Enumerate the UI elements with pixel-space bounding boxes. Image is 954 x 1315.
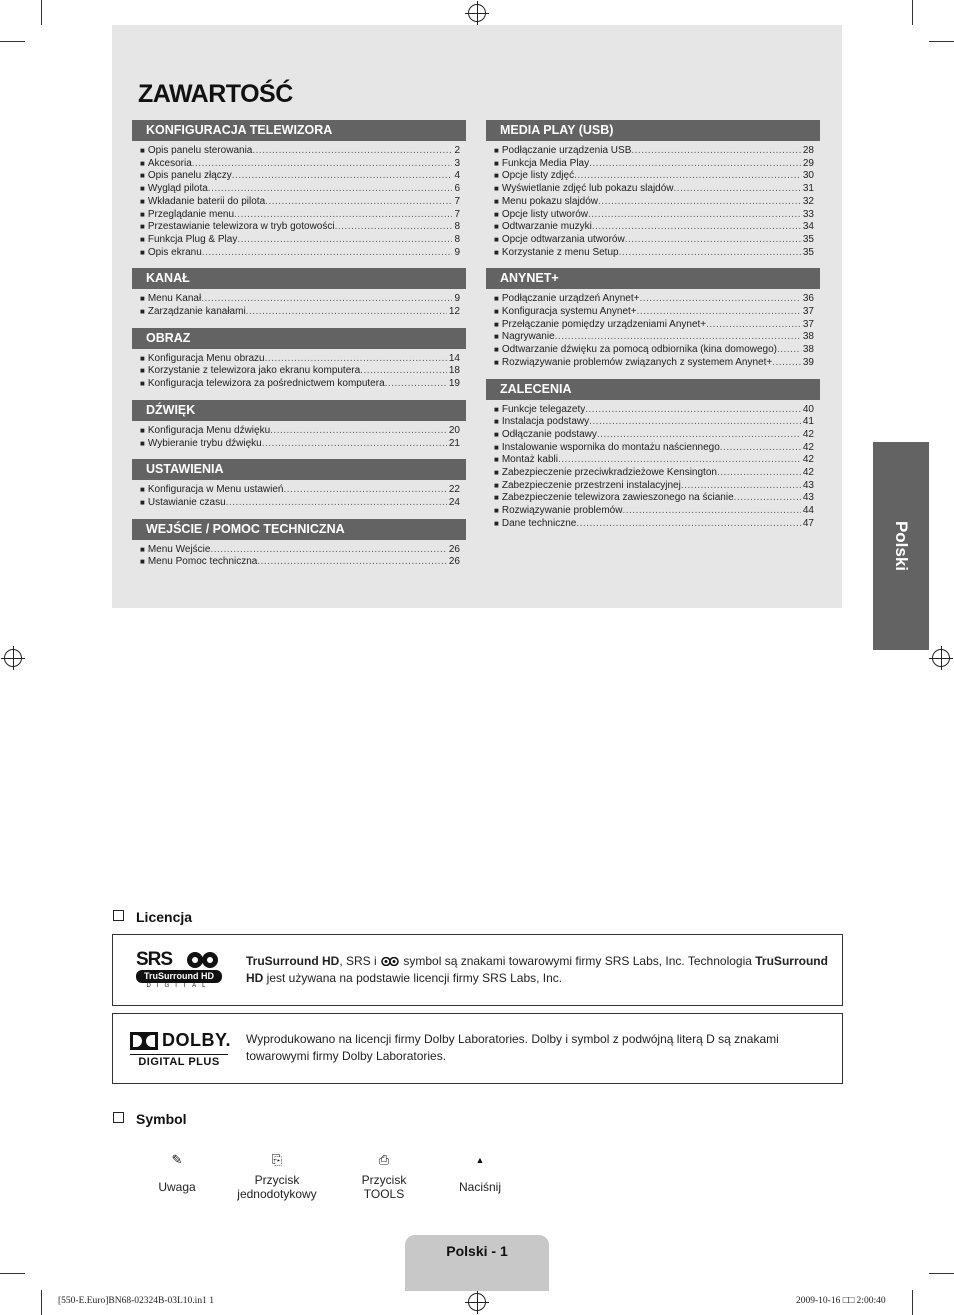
toc-entry-label: Konfiguracja telewizora za pośrednictwem komputera	[147, 378, 385, 390]
registration-mark-icon	[4, 649, 22, 667]
toc-entry-label: Zabezpieczenie przeciwkradzieżowe Kensington	[501, 467, 717, 479]
square-bullet-icon: ■	[140, 247, 145, 257]
toc-entry-label: Zabezpieczenie telewizora zawieszonego na ścianie	[501, 492, 734, 504]
toc-entry[interactable]	[140, 293, 460, 306]
dolby-license-box	[112, 1013, 843, 1084]
square-bullet-icon: ■	[494, 146, 499, 155]
dot-leader	[385, 378, 447, 391]
toc-entry[interactable]	[494, 170, 814, 183]
toc-entry[interactable]	[494, 442, 814, 455]
toc-entry-label: Opis panelu złączy	[147, 170, 232, 182]
toc-entry-label: Zabezpieczenie przestrzeni instalacyjnej	[501, 479, 681, 491]
square-bullet-icon: ■	[494, 209, 499, 219]
toc-entry-page: 42	[802, 467, 814, 479]
toc-entry-label: Instalacja podstawy	[501, 416, 590, 428]
toc-entry[interactable]	[140, 544, 460, 557]
dot-leader	[201, 293, 452, 306]
toc-entry[interactable]	[140, 425, 460, 438]
crop-mark	[0, 1273, 25, 1274]
press-icon: ▲	[475, 1155, 485, 1165]
dot-leader	[208, 183, 453, 196]
toc-entry-page: 42	[802, 441, 814, 453]
toc-entry-page: 7	[454, 208, 460, 220]
toc-entry[interactable]	[494, 221, 814, 234]
square-bullet-icon: ■	[140, 438, 145, 448]
square-bullet-icon: ■	[494, 468, 499, 478]
page-number-tab	[405, 1235, 549, 1291]
symbol-note: ✎ Uwaga	[137, 1152, 217, 1194]
toc-entry-label: Nagrywanie	[501, 331, 555, 343]
toc-entry-page: 3	[454, 157, 460, 169]
dot-leader	[574, 170, 801, 183]
square-bullet-icon: ■	[494, 222, 499, 232]
toc-entry[interactable]	[140, 438, 460, 451]
srs-circle-icon	[184, 951, 222, 969]
toc-entry[interactable]	[140, 170, 460, 183]
toc-entry-label: Odtwarzanie dźwięku za pomocą odbiornika (kina domowego)	[501, 344, 777, 356]
dot-leader	[777, 344, 801, 357]
toc-entry-label: Wybieranie trybu dźwięku	[147, 437, 262, 449]
dot-leader	[592, 221, 801, 234]
square-bullet-icon: ■	[140, 158, 145, 168]
dolby-logo: DOLBY. DIGITAL PLUS	[130, 1032, 230, 1068]
dot-leader	[619, 247, 801, 260]
square-bullet-icon: ■	[140, 307, 145, 317]
toc-entry-page: 30	[802, 170, 814, 182]
dot-leader	[576, 518, 801, 531]
crop-mark	[929, 41, 954, 42]
square-bullet-icon: ■	[140, 196, 145, 206]
checkbox-bullet-icon	[113, 1112, 124, 1123]
toc-section-heading: ZALECENIA	[486, 379, 820, 400]
square-bullet-icon: ■	[140, 353, 145, 363]
toc-entry-label: Menu Wejście	[147, 543, 211, 555]
dot-leader	[257, 556, 447, 569]
dot-leader	[234, 209, 452, 222]
license-heading: Licencja	[113, 909, 192, 925]
toc-entry-page: 2	[454, 145, 460, 156]
toc-entry[interactable]	[494, 404, 814, 417]
toc-entry[interactable]	[140, 209, 460, 222]
dot-leader	[585, 404, 801, 417]
dot-leader	[720, 442, 801, 455]
toc-section	[132, 519, 466, 569]
toc-entry[interactable]	[140, 183, 460, 196]
srs-license-box	[112, 934, 843, 1006]
toc-section	[132, 328, 466, 391]
toc-entry-label: Instalowanie wspornika do montażu naściennego	[501, 441, 720, 453]
toc-entry-page: 44	[802, 505, 814, 517]
dot-leader	[210, 544, 446, 557]
toc-entry[interactable]	[494, 518, 814, 531]
registration-mark-icon	[468, 4, 486, 22]
square-bullet-icon: ■	[140, 234, 145, 244]
toc-entry-page: 8	[454, 221, 460, 233]
square-bullet-icon: ■	[494, 307, 499, 317]
toc-entry[interactable]	[494, 183, 814, 196]
toc-entry-label: Podłączanie urządzeń Anynet+	[501, 293, 640, 305]
toc-entry-page: 9	[454, 293, 460, 305]
square-bullet-icon: ■	[494, 158, 499, 168]
dot-leader	[681, 480, 801, 493]
toc-entry-page: 39	[802, 356, 814, 368]
dot-leader	[639, 293, 800, 306]
toc-entry-label: Funkcja Plug & Play	[147, 233, 238, 245]
toc-entry-page: 41	[802, 416, 814, 428]
square-bullet-icon: ■	[140, 497, 145, 507]
dot-leader	[202, 247, 453, 260]
toc-entry[interactable]	[494, 319, 814, 332]
toc-section-heading: WEJŚCIE / POMOC TECHNICZNA	[132, 519, 466, 540]
square-bullet-icon: ■	[494, 332, 499, 342]
toc-entry-page: 4	[454, 170, 460, 182]
dot-leader	[360, 365, 447, 378]
square-bullet-icon: ■	[494, 518, 499, 528]
toc-entry-page: 22	[448, 484, 460, 496]
dot-leader	[265, 353, 447, 366]
toc-entry[interactable]	[494, 344, 814, 357]
toc-section-heading: ANYNET+	[486, 268, 820, 289]
toc-entry[interactable]	[140, 196, 460, 209]
square-bullet-icon: ■	[494, 429, 499, 439]
dot-leader	[622, 505, 800, 518]
toc-entry-page: 34	[802, 221, 814, 233]
crop-mark	[929, 1273, 954, 1274]
toc-left-column	[132, 120, 466, 578]
toc-entry-page: 7	[454, 195, 460, 207]
square-bullet-icon: ■	[494, 455, 499, 465]
toc-entry[interactable]	[140, 497, 460, 510]
crop-mark	[0, 41, 25, 42]
toc-entry[interactable]	[494, 306, 814, 319]
square-bullet-icon: ■	[494, 196, 499, 206]
dot-leader	[270, 425, 447, 438]
toc-entry[interactable]	[140, 365, 460, 378]
dot-leader	[589, 158, 801, 171]
toc-entry[interactable]	[140, 556, 460, 569]
registration-mark-icon	[468, 1293, 486, 1311]
toc-entry[interactable]	[494, 467, 814, 480]
square-bullet-icon: ■	[494, 417, 499, 427]
toc-entry-page: 26	[448, 543, 460, 555]
toc-entry[interactable]	[494, 429, 814, 442]
toc-entry-page: 14	[448, 352, 460, 364]
square-bullet-icon: ■	[140, 557, 145, 567]
toc-section-heading: OBRAZ	[132, 328, 466, 349]
toc-entry[interactable]	[494, 480, 814, 493]
srs-symbol-icon	[380, 957, 400, 966]
square-bullet-icon: ■	[140, 366, 145, 376]
toc-entry-page: 29	[802, 157, 814, 169]
square-bullet-icon: ■	[494, 234, 499, 244]
toc-entry-page: 26	[448, 556, 460, 568]
toc-entry-label: Zarządzanie kanałami	[147, 306, 246, 318]
toc-section	[132, 268, 466, 318]
toc-section-heading: USTAWIENIA	[132, 459, 466, 480]
toc-section-heading: KANAŁ	[132, 268, 466, 289]
toc-entry-label: Korzystanie z telewizora jako ekranu komputera	[147, 365, 361, 377]
dot-leader	[637, 306, 801, 319]
toc-section-heading: KONFIGURACJA TELEWIZORA	[132, 120, 466, 141]
square-bullet-icon: ■	[140, 184, 145, 194]
toc-entry-label: Odtwarzanie muzyki	[501, 221, 592, 233]
symbol-one-touch-button: ⎘ Przycisk jednodotykowy	[222, 1152, 332, 1201]
toc-right-column	[486, 120, 820, 540]
toc-entry[interactable]	[494, 247, 814, 260]
toc-section-heading: DŹWIĘK	[132, 400, 466, 421]
toc-entry-label: Opis ekranu	[147, 246, 202, 258]
dot-leader	[598, 196, 801, 209]
toc-entry[interactable]	[494, 454, 814, 467]
toc-entry[interactable]	[494, 145, 814, 158]
square-bullet-icon: ■	[494, 319, 499, 329]
square-bullet-icon: ■	[494, 493, 499, 503]
toc-entry-page: 37	[802, 318, 814, 330]
crop-mark	[912, 1290, 913, 1315]
toc-entry-page: 35	[802, 233, 814, 245]
toc-entry-label: Podłączanie urządzenia USB	[501, 145, 632, 156]
dot-leader	[246, 306, 447, 319]
toc-entry-label: Opcje listy zdjęć	[501, 170, 575, 182]
toc-entry[interactable]	[494, 505, 814, 518]
toc-entry-page: 42	[802, 454, 814, 466]
dot-leader	[772, 357, 801, 370]
toc-section-heading: MEDIA PLAY (USB)	[486, 120, 820, 141]
toc-entry-page: 47	[802, 517, 814, 529]
crop-mark	[41, 0, 42, 25]
toc-entry-label: Dane techniczne	[501, 517, 577, 529]
checkbox-bullet-icon	[113, 910, 124, 921]
toc-entry-label: Konfiguracja w Menu ustawień	[147, 484, 284, 496]
square-bullet-icon: ■	[140, 209, 145, 219]
toc-entry-label: Opcje listy utworów	[501, 208, 588, 220]
square-bullet-icon: ■	[494, 480, 499, 490]
toc-entry-label: Opis panelu sterowania	[147, 145, 253, 156]
toc-entry-label: Konfiguracja Menu obrazu	[147, 352, 265, 364]
toc-section	[132, 400, 466, 450]
toc-entry-label: Wygląd pilota	[147, 183, 208, 195]
square-bullet-icon: ■	[494, 506, 499, 516]
square-bullet-icon: ■	[140, 146, 145, 155]
print-footer-left: [550-E.Euro]BN68-02324B-03L10.in1 1	[58, 1296, 214, 1306]
dot-leader	[589, 416, 801, 429]
dolby-double-d-icon	[130, 1032, 158, 1050]
toc-entry-page: 38	[802, 331, 814, 343]
toc-entry-page: 6	[454, 183, 460, 195]
toc-entry-label: Menu pokazu slajdów	[501, 195, 599, 207]
toc-entry[interactable]	[494, 416, 814, 429]
language-side-tab	[873, 442, 929, 650]
symbol-heading: Symbol	[113, 1111, 187, 1127]
toc-entry-page: 31	[802, 183, 814, 195]
toc-entry[interactable]	[140, 221, 460, 234]
square-bullet-icon: ■	[494, 171, 499, 181]
toc-entry-page: 21	[448, 437, 460, 449]
toc-entry-label: Akcesoria	[147, 157, 192, 169]
crop-mark	[41, 1290, 42, 1315]
toc-entry-page: 36	[802, 293, 814, 305]
square-bullet-icon: ■	[140, 222, 145, 232]
crop-mark	[912, 0, 913, 25]
toc-entry[interactable]	[494, 492, 814, 505]
square-bullet-icon: ■	[494, 294, 499, 304]
toc-entry-label: Menu Kanał	[147, 293, 202, 305]
toc-entry[interactable]	[494, 293, 814, 306]
toc-entry-label: Konfiguracja systemu Anynet+	[501, 306, 637, 318]
toc-entry-page: 37	[802, 306, 814, 318]
toc-section	[132, 459, 466, 509]
dolby-license-text: Wyprodukowano na licencji firmy Dolby Laboratories. Dolby i symbol z podwójną literą D są znakami towarowymi firmy Dolby Laboratories.	[246, 1032, 779, 1063]
symbol-tools-button: ⎙ Przycisk TOOLS	[344, 1152, 424, 1201]
toc-entry-label: Przeglądanie menu	[147, 208, 235, 220]
square-bullet-icon: ■	[140, 544, 145, 554]
toc-section	[486, 379, 820, 531]
dot-leader	[625, 234, 801, 247]
toc-entry[interactable]	[140, 353, 460, 366]
srs-logo: SRS TruSurround HD DIGITAL	[136, 949, 226, 991]
toc-entry[interactable]	[494, 331, 814, 344]
toc-entry[interactable]	[494, 196, 814, 209]
square-bullet-icon: ■	[140, 294, 145, 304]
square-bullet-icon: ■	[494, 247, 499, 257]
dot-leader	[232, 170, 453, 183]
toc-entry-label: Ustawianie czasu	[147, 496, 226, 508]
toc-entry[interactable]	[494, 357, 814, 370]
toc-entry-page: 19	[448, 378, 460, 390]
toc-entry[interactable]	[494, 234, 814, 247]
toc-entry-page: 32	[802, 195, 814, 207]
square-bullet-icon: ■	[494, 404, 499, 414]
srs-license-text: TruSurround HD, SRS i symbol są znakami towarowymi firmy SRS Labs, Inc. Technologia TruSurround HD jest używana na podstawie licencji firmy SRS Labs, Inc.	[246, 954, 828, 985]
dot-leader	[283, 484, 446, 497]
square-bullet-icon: ■	[494, 357, 499, 367]
toc-entry[interactable]	[140, 306, 460, 319]
square-bullet-icon: ■	[140, 379, 145, 389]
tools-button-icon: ⎙	[378, 1152, 390, 1167]
dot-leader	[717, 467, 801, 480]
dot-leader	[588, 209, 801, 222]
dot-leader	[226, 497, 447, 510]
print-footer-right: 2009-10-16 □□ 2:00:40	[796, 1296, 886, 1306]
toc-entry-label: Wyświetlanie zdjęć lub pokazu slajdów	[501, 183, 674, 195]
dot-leader	[597, 429, 801, 442]
square-bullet-icon: ■	[140, 425, 145, 435]
dot-leader	[555, 331, 801, 344]
dot-leader	[237, 234, 452, 247]
square-bullet-icon: ■	[494, 184, 499, 194]
toc-entry-label: Funkcja Media Play	[501, 157, 590, 169]
dot-leader	[265, 196, 452, 209]
toc-section	[132, 120, 466, 259]
dot-leader	[734, 492, 801, 505]
registration-mark-icon	[932, 649, 950, 667]
toc-entry-page: 35	[802, 246, 814, 258]
toc-entry-label: Funkcje telegazety	[501, 403, 586, 415]
toc-entry-page: 18	[448, 365, 460, 377]
page-number: Polski - 1	[446, 1243, 508, 1259]
toc-entry-page: 43	[802, 479, 814, 491]
square-bullet-icon: ■	[140, 171, 145, 181]
toc-entry-page: 9	[454, 246, 460, 258]
toc-section	[486, 268, 820, 369]
toc-entry-label: Rozwiązywanie problemów związanych z systemem Anynet+	[501, 356, 773, 368]
symbol-press: ▲ Naciśnij	[440, 1152, 520, 1194]
toc-entry[interactable]	[494, 158, 814, 171]
dot-leader	[262, 438, 447, 451]
toc-entry-page: 20	[448, 424, 460, 436]
toc-entry-label: Rozwiązywanie problemów	[501, 505, 623, 517]
toc-entry-page: 43	[802, 492, 814, 504]
toc-entry-label: Przestawianie telewizora w tryb gotowości	[147, 221, 335, 233]
toc-section	[486, 120, 820, 259]
dot-leader	[674, 183, 801, 196]
toc-entry-label: Wkładanie baterii do pilota	[147, 195, 266, 207]
square-bullet-icon: ■	[494, 345, 499, 355]
toc-entry-page: 24	[448, 496, 460, 508]
dot-leader	[252, 145, 452, 158]
dot-leader	[558, 454, 801, 467]
page-title: ZAWARTOŚĆ	[138, 80, 293, 108]
toc-entry[interactable]	[140, 247, 460, 260]
toc-entry-page: 38	[802, 344, 814, 356]
toc-entry[interactable]	[494, 209, 814, 222]
dot-leader	[706, 319, 801, 332]
toc-entry-label: Konfiguracja Menu dźwięku	[147, 424, 271, 436]
toc-entry-label: Opcje odtwarzania utworów	[501, 233, 625, 245]
note-icon: ✎	[171, 1152, 183, 1167]
dot-leader	[631, 145, 801, 158]
language-label: Polski	[892, 520, 911, 572]
toc-entry-label: Menu Pomoc techniczna	[147, 556, 258, 568]
dot-leader	[335, 221, 453, 234]
toc-entry[interactable]	[140, 158, 460, 171]
toc-entry[interactable]	[140, 145, 460, 158]
toc-entry-page: 8	[454, 233, 460, 245]
toc-entry-label: Montaż kabli	[501, 454, 558, 466]
square-bullet-icon: ■	[140, 485, 145, 495]
toc-entry-label: Korzystanie z menu Setup	[501, 246, 619, 258]
toc-entry-page: 40	[802, 403, 814, 415]
toc-entry-label: Przełączanie pomiędzy urządzeniami Anynet+	[501, 318, 707, 330]
toc-entry[interactable]	[140, 484, 460, 497]
toc-entry-page: 33	[802, 208, 814, 220]
toc-entry[interactable]	[140, 378, 460, 391]
toc-entry[interactable]	[140, 234, 460, 247]
toc-entry-page: 28	[802, 145, 814, 156]
toc-entry-page: 42	[802, 428, 814, 440]
one-touch-button-icon: ⎘	[271, 1152, 283, 1167]
toc-entry-label: Odłączanie podstawy	[501, 428, 597, 440]
dot-leader	[192, 158, 453, 171]
toc-entry-page: 12	[448, 306, 460, 318]
square-bullet-icon: ■	[494, 442, 499, 452]
